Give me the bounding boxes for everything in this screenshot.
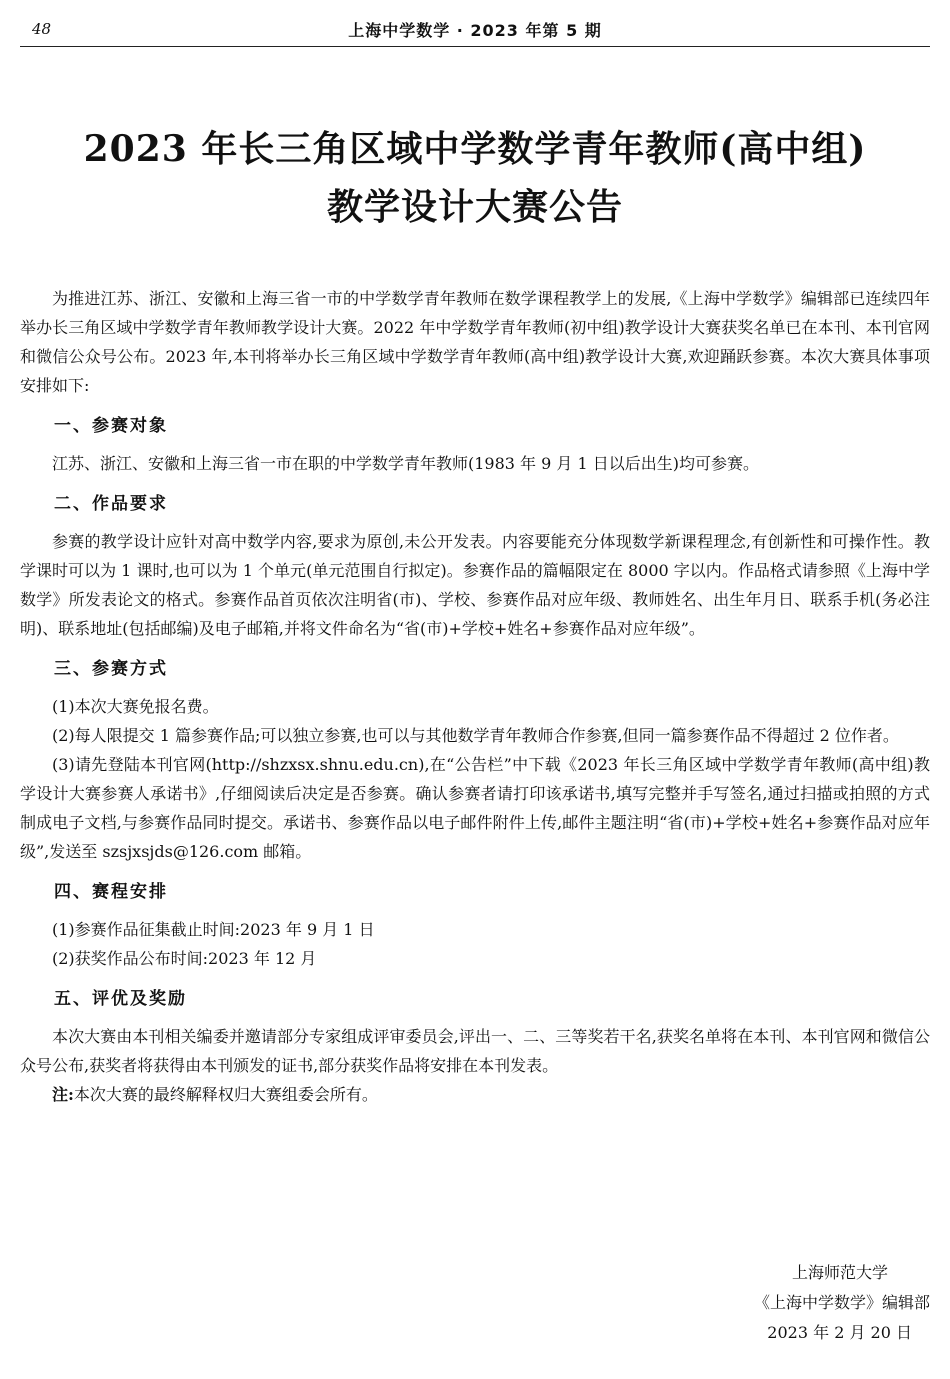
- section-heading-schedule: 四、赛程安排: [54, 882, 168, 902]
- section-paragraph: (2)获奖作品公布时间:2023 年 12 月: [52, 949, 317, 968]
- section-heading-participants: 一、参赛对象: [54, 416, 168, 436]
- note-text: 本次大赛的最终解释权归大赛组委会所有。: [73, 1085, 378, 1104]
- section-heading-method: 三、参赛方式: [54, 659, 168, 679]
- intro-paragraph: 为推进江苏、浙江、安徽和上海三省一市的中学数学青年教师在数学课程教学上的发展,《上海中学数学》编辑部已连续四年举办长三角区域中学数学青年教师教学设计大赛。2022 年中学数学青年教师(初中组)教学设计大赛获奖名单已在本刊、本刊官网和微信公众号公布。2023 年,本刊将举办长三角区域中学数学青年教师(高中组)教学设计大赛,欢迎踊跃参赛。本次大赛具体事项安排如下:: [20, 289, 930, 395]
- note-paragraph: [20, 1080, 930, 1109]
- section-paragraph: 参赛的教学设计应针对高中数学内容,要求为原创,未公开发表。内容要能充分体现数学新课程理念,有创新性和可操作性。教学课时可以为 1 课时,也可以为 1 个单元(单元范围自行拟定)。参赛作品的篇幅限定在 8000 字以内。作品格式请参照《上海中学数学》所发表论文的格式。参赛作品首页依次注明省(市)、学校、参赛作品对应年级、教师姓名、出生年月日、联系手机(务必注明)、联系地址(包括邮编)及电子邮箱,并将文件命名为“省(市)+学校+姓名+参赛作品对应年级”。: [20, 532, 930, 638]
- title-line-1: 2023 年长三角区域中学数学青年教师(高中组): [83, 128, 867, 170]
- section-paragraph: 本次大赛由本刊相关编委并邀请部分专家组成评审委员会,评出一、二、三等奖若干名,获奖名单将在本刊、本刊官网和微信公众号公布,获奖者将获得由本刊颁发的证书,部分获奖作品将安排在本刊发表。: [20, 1027, 930, 1075]
- article-body: [20, 284, 930, 1109]
- section-paragraph: (1)本次大赛免报名费。: [52, 697, 219, 716]
- section-paragraph: (1)参赛作品征集截止时间:2023 年 9 月 1 日: [52, 920, 375, 939]
- section-paragraph: (3)请先登陆本刊官网(http://shzxsx.shnu.edu.cn),在“公告栏”中下载《2023 年长三角区域中学数学青年教师(高中组)教学设计大赛参赛人承诺书》,仔细阅读后决定是否参赛。确认参赛者请打印该承诺书,填写完整并手写签名,通过扫描或拍照的方式制成电子文档,与参赛作品同时提交。承诺书、参赛作品以电子邮件附件上传,邮件主题注明“省(市)+学校+姓名+参赛作品对应年级”,发送至 szsjxsjds@126.com 邮箱。: [20, 755, 930, 861]
- section-paragraph: (2)每人限提交 1 篇参赛作品;可以独立参赛,也可以与其他数学青年教师合作参赛,但同一篇参赛作品不得超过 2 位作者。: [52, 726, 899, 745]
- signature-dept: 《上海中学数学》编辑部: [753, 1293, 930, 1312]
- signature-block: [754, 1258, 930, 1348]
- page-header: [20, 14, 930, 47]
- section-heading-requirements: 二、作品要求: [54, 494, 168, 514]
- journal-title: 上海中学数学 · 2023 年第 5 期: [348, 21, 602, 40]
- signature-org: 上海师范大学: [791, 1263, 888, 1282]
- note-label: 注:: [52, 1085, 74, 1104]
- article-title: [0, 120, 950, 236]
- page-number: 48: [32, 20, 52, 38]
- title-line-2: 教学设计大赛公告: [326, 186, 623, 228]
- section-heading-awards: 五、评优及奖励: [54, 989, 187, 1009]
- signature-date: 2023 年 2 月 20 日: [767, 1323, 912, 1342]
- section-paragraph: 江苏、浙江、安徽和上海三省一市在职的中学数学青年教师(1983 年 9 月 1 日以后出生)均可参赛。: [52, 454, 759, 473]
